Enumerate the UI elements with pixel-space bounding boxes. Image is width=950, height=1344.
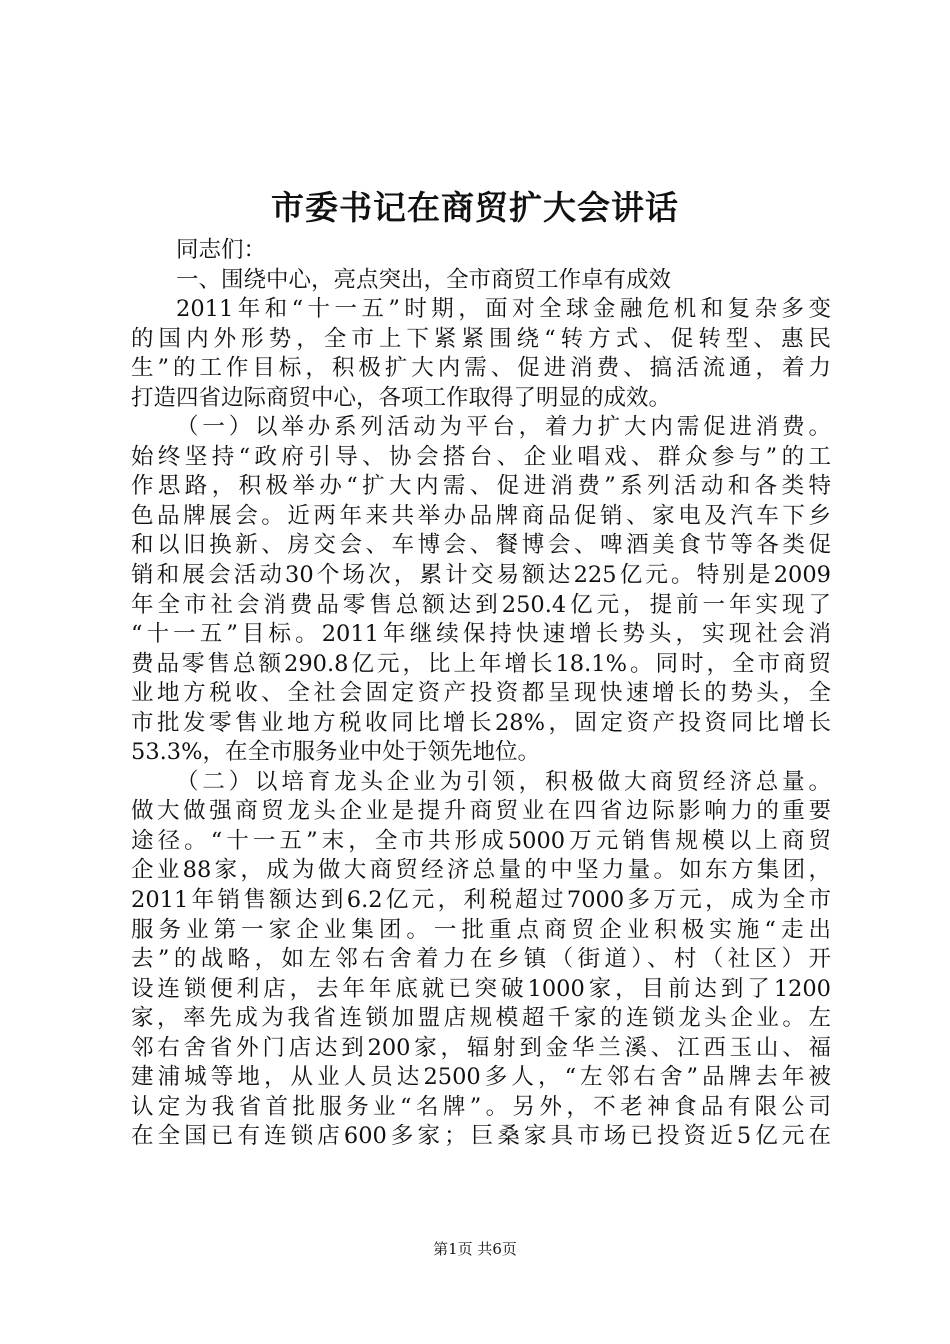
text-line: 2011年和“十一五”时期，面对全球金融危机和复杂多变 bbox=[176, 296, 831, 323]
text-line: 始终坚持“政府引导、协会搭台、企业唱戏、群众参与”的工 bbox=[131, 443, 831, 470]
text-line: 的国内外形势，全市上下紧紧围绕“转方式、促转型、惠民 bbox=[131, 325, 831, 352]
text-line: 一、围绕中心，亮点突出，全市商贸工作卓有成效 bbox=[176, 266, 672, 293]
text-line: 同志们： bbox=[176, 237, 267, 263]
document-body bbox=[131, 236, 831, 1152]
text-line: 邻右舍省外门店达到200家，辐射到金华兰溪、江西玉山、福 bbox=[131, 1034, 831, 1061]
text-line: 企业88家，成为做大商贸经济总量的中坚力量。如东方集团， bbox=[131, 857, 831, 884]
text-line: 业地方税收、全社会固定资产投资都呈现快速增长的势头，全 bbox=[131, 680, 831, 707]
text-line: 服务业第一家企业集团。一批重点商贸企业积极实施“走出 bbox=[131, 916, 831, 943]
text-line: 2011年销售额达到6.2亿元，利税超过7000多万元，成为全市 bbox=[131, 887, 831, 914]
text-line: （二）以培育龙头企业为引领，积极做大商贸经济总量。 bbox=[176, 768, 831, 795]
text-line: 市批发零售业地方税收同比增长28%，固定资产投资同比增长 bbox=[131, 709, 831, 736]
text-line: 和以旧换新、房交会、车博会、餐博会、啤酒美食节等各类促 bbox=[131, 532, 831, 559]
text-line: 生”的工作目标，积极扩大内需、促进消费、搞活流通，着力 bbox=[131, 355, 831, 382]
text-line: 53.3%，在全市服务业中处于领先地位。 bbox=[131, 739, 540, 766]
text-line: 去”的战略，如左邻右舍着力在乡镇（街道）、村（社区）开 bbox=[131, 946, 831, 973]
document-title: 市委书记在商贸扩大会讲话 bbox=[271, 188, 679, 227]
text-line: 销和展会活动30个场次，累计交易额达225亿元。特别是2009 bbox=[131, 562, 831, 589]
text-line: 认定为我省首批服务业“名牌”。另外，不老神食品有限公司 bbox=[131, 1093, 831, 1120]
text-line: 打造四省边际商贸中心，各项工作取得了明显的成效。 bbox=[131, 384, 672, 411]
text-line: 途径。“十一五”末，全市共形成5000万元销售规模以上商贸 bbox=[131, 827, 831, 854]
text-line: 建浦城等地，从业人员达2500多人，“左邻右舍”品牌去年被 bbox=[131, 1064, 831, 1091]
text-line: 家，率先成为我省连锁加盟店规模超千家的连锁龙头企业。左 bbox=[131, 1005, 831, 1032]
text-line: 费品零售总额290.8亿元，比上年增长18.1%。同时，全市商贸 bbox=[131, 650, 831, 677]
text-line: （一）以举办系列活动为平台，着力扩大内需促进消费。 bbox=[176, 414, 831, 441]
text-line: 年全市社会消费品零售总额达到250.4亿元，提前一年实现了 bbox=[131, 591, 831, 618]
text-line: 设连锁便利店，去年年底就已突破1000家，目前达到了1200 bbox=[131, 975, 831, 1002]
page-footer: 第1页 共6页 bbox=[433, 1240, 517, 1258]
text-line: “十一五”目标。2011年继续保持快速增长势头，实现社会消 bbox=[131, 621, 831, 648]
text-line: 作思路，积极举办“扩大内需、促进消费”系列活动和各类特 bbox=[131, 473, 831, 500]
text-line: 做大做强商贸龙头企业是提升商贸业在四省边际影响力的重要 bbox=[131, 798, 831, 825]
text-line: 色品牌展会。近两年来共举办品牌商品促销、家电及汽车下乡 bbox=[131, 502, 831, 529]
text-line: 在全国已有连锁店600多家；巨桑家具市场已投资近5亿元在 bbox=[131, 1123, 831, 1150]
